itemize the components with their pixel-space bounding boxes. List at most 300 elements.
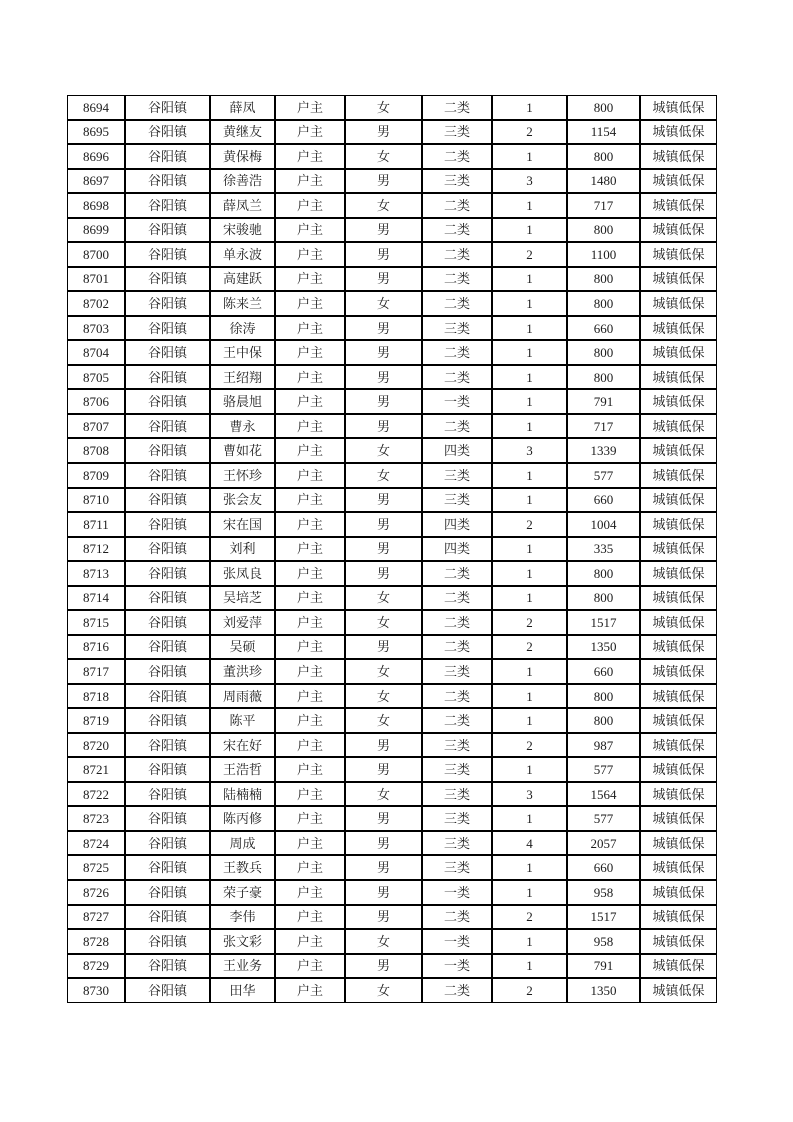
table-cell: 2 [492,610,567,635]
table-cell: 户主 [275,954,345,979]
table-cell: 4 [492,831,567,856]
table-cell: 宋骏驰 [210,218,275,243]
table-cell: 1 [492,954,567,979]
table-cell: 三类 [422,831,492,856]
table-cell: 单永波 [210,242,275,267]
table-cell: 717 [567,193,640,218]
table-cell: 户主 [275,806,345,831]
table-cell: 城镇低保 [640,389,717,414]
table-cell: 男 [345,389,422,414]
table-cell: 8729 [67,954,125,979]
table-cell: 田华 [210,978,275,1003]
table-cell: 8704 [67,340,125,365]
table-cell: 谷阳镇 [125,169,210,194]
table-cell: 2057 [567,831,640,856]
table-cell: 谷阳镇 [125,855,210,880]
table-cell: 1 [492,880,567,905]
table-cell: 曹如花 [210,438,275,463]
table-row [67,905,717,930]
table-cell: 张凤良 [210,561,275,586]
table-cell: 周成 [210,831,275,856]
table-cell: 城镇低保 [640,144,717,169]
table-cell: 8705 [67,365,125,390]
table-cell: 城镇低保 [640,586,717,611]
table-cell: 二类 [422,218,492,243]
table-cell: 城镇低保 [640,782,717,807]
table-cell: 城镇低保 [640,193,717,218]
table-cell: 2 [492,242,567,267]
table-cell: 宋在好 [210,733,275,758]
table-cell: 谷阳镇 [125,978,210,1003]
table-cell: 王怀珍 [210,463,275,488]
table-cell: 三类 [422,169,492,194]
table-cell: 谷阳镇 [125,340,210,365]
table-cell: 女 [345,438,422,463]
table-cell: 3 [492,438,567,463]
table-cell: 二类 [422,340,492,365]
table-cell: 男 [345,316,422,341]
table-cell: 陆楠楠 [210,782,275,807]
table-cell: 958 [567,929,640,954]
table-cell: 刘爱萍 [210,610,275,635]
table-cell: 户主 [275,831,345,856]
table-row [67,389,717,414]
table-row [67,733,717,758]
table-cell: 8706 [67,389,125,414]
table-cell: 8701 [67,267,125,292]
table-row [67,242,717,267]
table-cell: 宋在国 [210,512,275,537]
table-cell: 8723 [67,806,125,831]
table-cell: 8715 [67,610,125,635]
table-cell: 刘利 [210,537,275,562]
table-cell: 女 [345,610,422,635]
table-cell: 谷阳镇 [125,120,210,145]
table-cell: 女 [345,708,422,733]
table-cell: 8696 [67,144,125,169]
table-cell: 男 [345,242,422,267]
table-cell: 三类 [422,806,492,831]
table-cell: 8725 [67,855,125,880]
table-cell: 800 [567,340,640,365]
table-cell: 城镇低保 [640,218,717,243]
table-cell: 男 [345,635,422,660]
table-cell: 户主 [275,438,345,463]
table-row [67,610,717,635]
table-cell: 女 [345,193,422,218]
table-cell: 陈平 [210,708,275,733]
table-cell: 三类 [422,463,492,488]
table-cell: 城镇低保 [640,635,717,660]
table-cell: 987 [567,733,640,758]
table-cell: 男 [345,488,422,513]
table-row [67,954,717,979]
table-cell: 8697 [67,169,125,194]
table-cell: 张文彩 [210,929,275,954]
table-cell: 城镇低保 [640,120,717,145]
table-cell: 1 [492,144,567,169]
table-cell: 谷阳镇 [125,831,210,856]
table-cell: 城镇低保 [640,512,717,537]
table-cell: 1 [492,708,567,733]
table-cell: 城镇低保 [640,291,717,316]
table-cell: 男 [345,855,422,880]
table-row [67,267,717,292]
table-row [67,757,717,782]
table-cell: 660 [567,659,640,684]
table-cell: 王浩哲 [210,757,275,782]
table-cell: 户主 [275,267,345,292]
table-cell: 二类 [422,905,492,930]
table-cell: 女 [345,684,422,709]
table-cell: 800 [567,267,640,292]
table-cell: 1 [492,586,567,611]
table-cell: 8730 [67,978,125,1003]
table-row [67,218,717,243]
table-cell: 城镇低保 [640,561,717,586]
table-cell: 董洪珍 [210,659,275,684]
table-cell: 户主 [275,144,345,169]
table-cell: 8718 [67,684,125,709]
table-cell: 城镇低保 [640,978,717,1003]
table-cell: 二类 [422,242,492,267]
table-cell: 1154 [567,120,640,145]
table-cell: 660 [567,316,640,341]
table-cell: 城镇低保 [640,684,717,709]
table-cell: 户主 [275,659,345,684]
table-cell: 周雨薇 [210,684,275,709]
table-cell: 二类 [422,144,492,169]
table-cell: 1 [492,365,567,390]
table-cell: 城镇低保 [640,488,717,513]
table-cell: 800 [567,144,640,169]
table-cell: 户主 [275,733,345,758]
table-cell: 男 [345,267,422,292]
table-cell: 谷阳镇 [125,242,210,267]
table-cell: 户主 [275,365,345,390]
table-cell: 1 [492,389,567,414]
table-cell: 户主 [275,120,345,145]
table-cell: 王绍翔 [210,365,275,390]
table-cell: 谷阳镇 [125,684,210,709]
table-cell: 谷阳镇 [125,806,210,831]
table-cell: 1 [492,316,567,341]
table-cell: 8695 [67,120,125,145]
table-cell: 1 [492,218,567,243]
table-cell: 二类 [422,267,492,292]
table-cell: 谷阳镇 [125,414,210,439]
table-cell: 800 [567,586,640,611]
table-cell: 1 [492,291,567,316]
table-cell: 男 [345,806,422,831]
table-cell: 二类 [422,291,492,316]
table-cell: 一类 [422,929,492,954]
table-cell: 3 [492,782,567,807]
table-cell: 791 [567,389,640,414]
table-cell: 谷阳镇 [125,438,210,463]
table-cell: 谷阳镇 [125,954,210,979]
table-cell: 8721 [67,757,125,782]
table-cell: 谷阳镇 [125,488,210,513]
table-cell: 城镇低保 [640,806,717,831]
table-cell: 二类 [422,684,492,709]
table-cell: 1 [492,193,567,218]
table-cell: 800 [567,365,640,390]
table-row [67,537,717,562]
table-cell: 男 [345,169,422,194]
table-cell: 谷阳镇 [125,365,210,390]
table-cell: 三类 [422,659,492,684]
table-cell: 谷阳镇 [125,267,210,292]
table-row [67,95,717,120]
table-cell: 曹永 [210,414,275,439]
table-cell: 8694 [67,95,125,120]
table-cell: 谷阳镇 [125,659,210,684]
table-cell: 陈丙修 [210,806,275,831]
table-cell: 谷阳镇 [125,316,210,341]
table-cell: 城镇低保 [640,855,717,880]
table-cell: 户主 [275,512,345,537]
table-cell: 660 [567,488,640,513]
table-cell: 徐善浩 [210,169,275,194]
table-body [67,95,717,1003]
table-cell: 城镇低保 [640,340,717,365]
table-cell: 一类 [422,954,492,979]
table-cell: 2 [492,120,567,145]
table-cell: 城镇低保 [640,95,717,120]
table-cell: 女 [345,782,422,807]
table-cell: 户主 [275,929,345,954]
table-cell: 城镇低保 [640,954,717,979]
table-row [67,806,717,831]
table-cell: 一类 [422,880,492,905]
table-cell: 高建跃 [210,267,275,292]
table-cell: 二类 [422,414,492,439]
table-cell: 1 [492,488,567,513]
table-row [67,120,717,145]
table-cell: 8698 [67,193,125,218]
table-cell: 2 [492,635,567,660]
table-cell: 谷阳镇 [125,144,210,169]
table-cell: 791 [567,954,640,979]
table-cell: 1 [492,340,567,365]
table-cell: 8713 [67,561,125,586]
table-row [67,929,717,954]
table-row [67,291,717,316]
table-cell: 男 [345,954,422,979]
table-cell: 城镇低保 [640,733,717,758]
table-cell: 1 [492,463,567,488]
table-cell: 户主 [275,757,345,782]
table-cell: 骆晨旭 [210,389,275,414]
table-cell: 8710 [67,488,125,513]
table-cell: 1 [492,537,567,562]
table-cell: 8724 [67,831,125,856]
table-cell: 577 [567,806,640,831]
table-cell: 户主 [275,905,345,930]
table-cell: 四类 [422,537,492,562]
table-cell: 男 [345,218,422,243]
table-cell: 800 [567,684,640,709]
table-cell: 1517 [567,905,640,930]
table-cell: 女 [345,978,422,1003]
table-row [67,488,717,513]
table-cell: 8709 [67,463,125,488]
table-cell: 户主 [275,95,345,120]
table-cell: 城镇低保 [640,905,717,930]
table-cell: 城镇低保 [640,708,717,733]
table-cell: 黄保梅 [210,144,275,169]
table-cell: 男 [345,512,422,537]
table-cell: 城镇低保 [640,316,717,341]
table-cell: 谷阳镇 [125,512,210,537]
table-cell: 四类 [422,438,492,463]
table-cell: 1350 [567,635,640,660]
table-cell: 谷阳镇 [125,733,210,758]
table-cell: 8722 [67,782,125,807]
table-row [67,365,717,390]
table-cell: 黄继友 [210,120,275,145]
table-cell: 男 [345,365,422,390]
table-cell: 1 [492,95,567,120]
table-cell: 男 [345,880,422,905]
table-cell: 1350 [567,978,640,1003]
table-cell: 800 [567,291,640,316]
table-cell: 城镇低保 [640,757,717,782]
table-cell: 2 [492,733,567,758]
table-cell: 王中保 [210,340,275,365]
table-cell: 户主 [275,169,345,194]
table-cell: 户主 [275,635,345,660]
table-cell: 8703 [67,316,125,341]
table-row [67,684,717,709]
table-cell: 陈来兰 [210,291,275,316]
table-cell: 谷阳镇 [125,880,210,905]
table-cell: 男 [345,414,422,439]
table-cell: 三类 [422,488,492,513]
table-cell: 8712 [67,537,125,562]
table-cell: 1 [492,855,567,880]
table-cell: 800 [567,218,640,243]
table-row [67,463,717,488]
table-cell: 薛凤兰 [210,193,275,218]
table-cell: 谷阳镇 [125,218,210,243]
table-row [67,855,717,880]
table-cell: 户主 [275,880,345,905]
table-cell: 三类 [422,855,492,880]
table-cell: 薛凤 [210,95,275,120]
table-cell: 800 [567,561,640,586]
table-cell: 谷阳镇 [125,782,210,807]
table-cell: 8720 [67,733,125,758]
table-cell: 8714 [67,586,125,611]
table-cell: 1 [492,267,567,292]
table-row [67,708,717,733]
table-cell: 三类 [422,316,492,341]
table-cell: 二类 [422,635,492,660]
table-cell: 城镇低保 [640,929,717,954]
table-cell: 四类 [422,512,492,537]
table-row [67,144,717,169]
table-cell: 户主 [275,684,345,709]
table-cell: 二类 [422,586,492,611]
table-cell: 1004 [567,512,640,537]
table-cell: 城镇低保 [640,365,717,390]
table-cell: 1 [492,929,567,954]
table-cell: 二类 [422,95,492,120]
table-cell: 城镇低保 [640,537,717,562]
table-row [67,438,717,463]
table-cell: 660 [567,855,640,880]
table-cell: 8719 [67,708,125,733]
table-cell: 二类 [422,365,492,390]
table-cell: 户主 [275,414,345,439]
table-cell: 谷阳镇 [125,905,210,930]
table-cell: 谷阳镇 [125,708,210,733]
table-cell: 男 [345,757,422,782]
table-cell: 城镇低保 [640,659,717,684]
table-row [67,561,717,586]
table-row [67,193,717,218]
table-cell: 男 [345,120,422,145]
table-cell: 男 [345,537,422,562]
table-cell: 张会友 [210,488,275,513]
table-cell: 1 [492,561,567,586]
table-cell: 女 [345,463,422,488]
table-row [67,635,717,660]
table-cell: 8717 [67,659,125,684]
table-cell: 谷阳镇 [125,929,210,954]
table-cell: 男 [345,733,422,758]
table-cell: 1517 [567,610,640,635]
table-cell: 户主 [275,708,345,733]
table-cell: 户主 [275,610,345,635]
table-cell: 958 [567,880,640,905]
table-cell: 户主 [275,389,345,414]
table-cell: 谷阳镇 [125,193,210,218]
table-cell: 335 [567,537,640,562]
table-cell: 一类 [422,389,492,414]
table-cell: 户主 [275,782,345,807]
table-row [67,586,717,611]
table-cell: 男 [345,561,422,586]
table-cell: 1 [492,659,567,684]
table-cell: 8707 [67,414,125,439]
table-cell: 王业务 [210,954,275,979]
table-cell: 城镇低保 [640,414,717,439]
table-cell: 三类 [422,733,492,758]
table-cell: 8726 [67,880,125,905]
table-cell: 二类 [422,610,492,635]
table-row [67,316,717,341]
table-cell: 女 [345,144,422,169]
table-cell: 户主 [275,193,345,218]
table-row [67,340,717,365]
table-cell: 8727 [67,905,125,930]
table-cell: 3 [492,169,567,194]
table-cell: 8716 [67,635,125,660]
table-cell: 三类 [422,782,492,807]
table-cell: 8699 [67,218,125,243]
table-cell: 户主 [275,291,345,316]
table-cell: 女 [345,291,422,316]
table-cell: 吴培芝 [210,586,275,611]
table-row [67,512,717,537]
table-cell: 二类 [422,193,492,218]
table-cell: 2 [492,512,567,537]
table-row [67,414,717,439]
table-cell: 三类 [422,120,492,145]
